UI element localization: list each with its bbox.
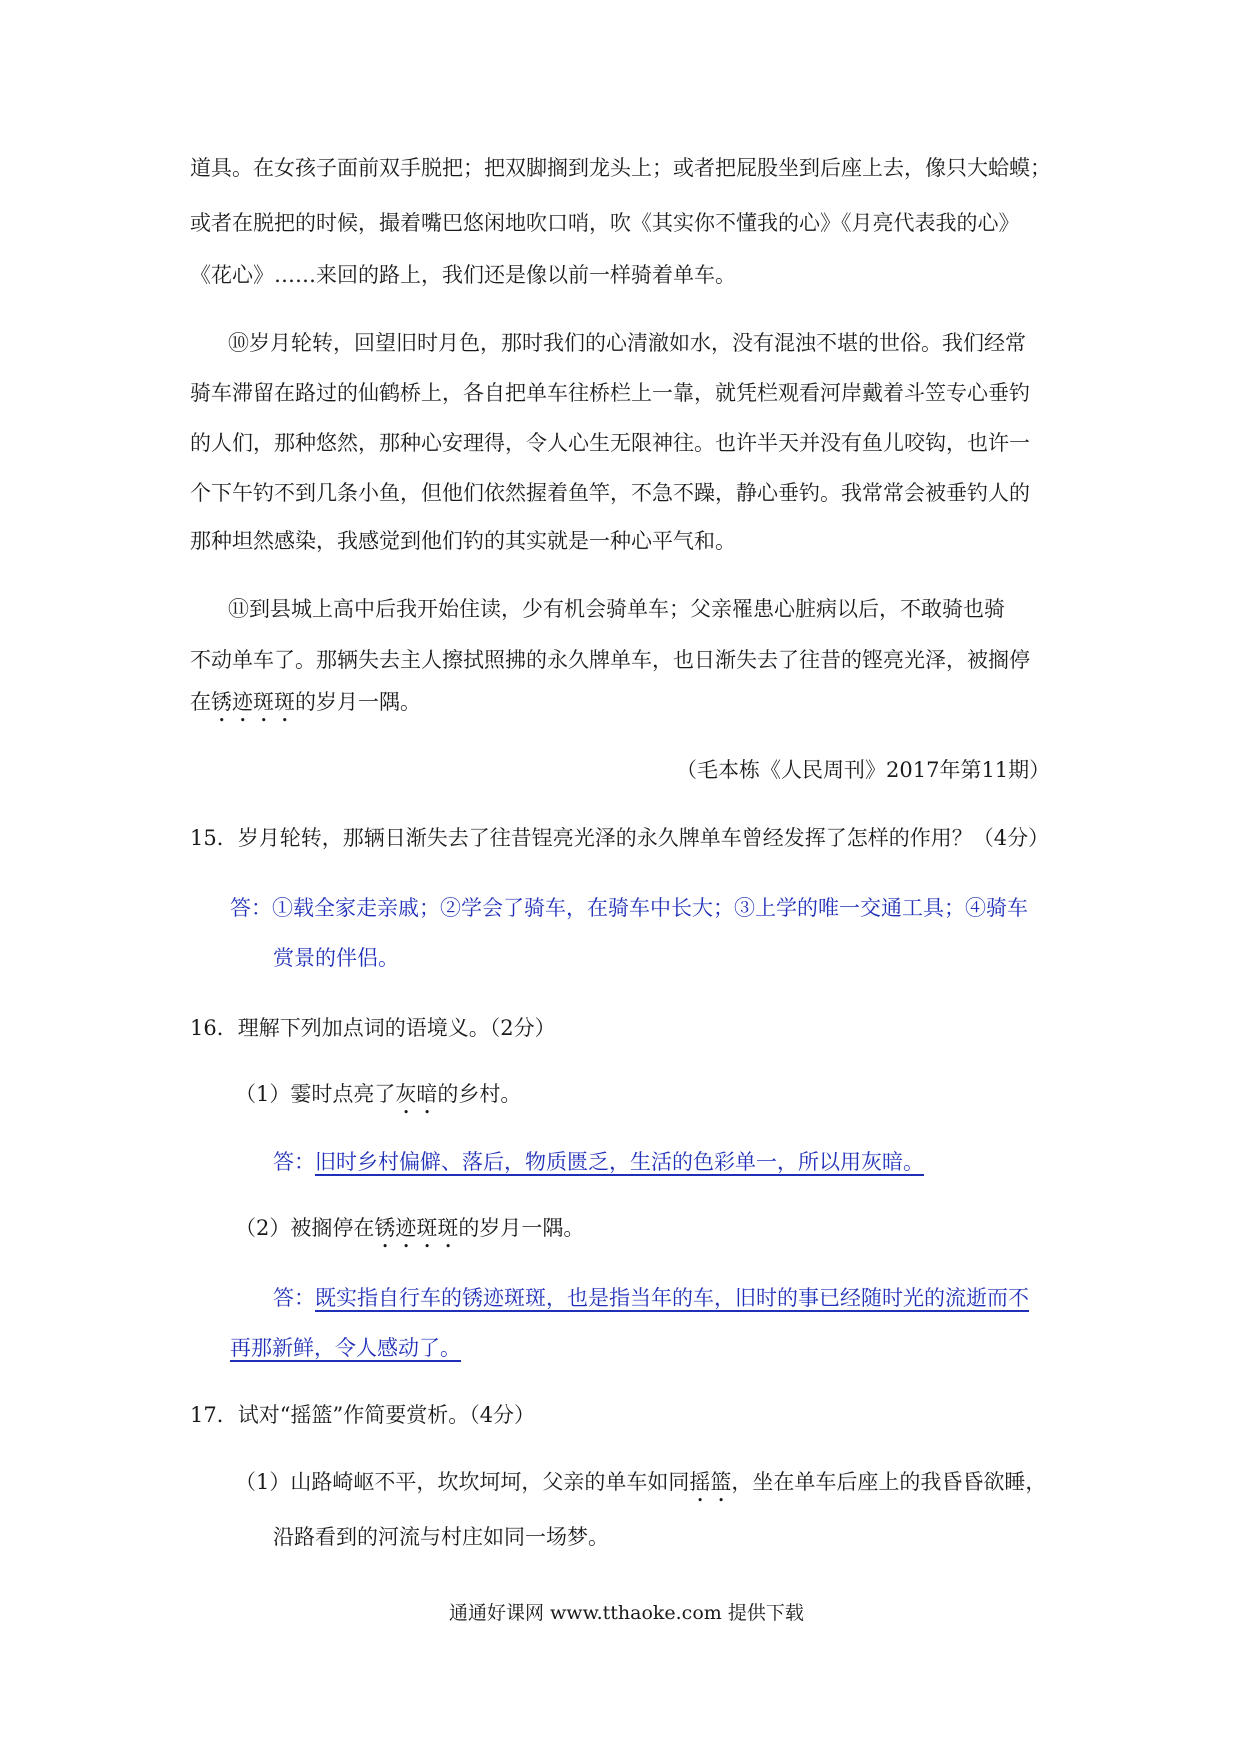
answer-text: 旧时乡村偏僻、落后，物质匮乏，生活的色彩单一，所以用灰暗。	[315, 1150, 924, 1174]
paragraph-line: 那种坦然感染，我感觉到他们钓的其实就是一种心平气和。	[190, 529, 736, 553]
question-16: 16．理解下列加点词的语境义。（2分）	[190, 1016, 556, 1040]
text-segment: 的乡村。	[437, 1082, 522, 1106]
paragraph-line: ⑪到县城上高中后我开始住读，少有机会骑单车；父亲罹患心脏病以后，不敢骑也骑	[228, 597, 1005, 621]
answer-label: 答：	[273, 1150, 315, 1174]
paragraph-line: ⑩岁月轮转，回望旧时月色，那时我们的心清澈如水，没有混浊不堪的世俗。我们经常	[228, 331, 1026, 355]
answer-15-line: 赏景的伴侣。	[273, 946, 399, 970]
paragraph-line: 《花心》……来回的路上，我们还是像以前一样骑着单车。	[190, 263, 736, 287]
question-17: 17．试对“摇篮”作简要赏析。（4分）	[190, 1403, 536, 1427]
emphasized-word: 锈迹斑斑	[211, 690, 295, 714]
question-17-item-1	[235, 1470, 1046, 1507]
paragraph-line: 骑车滞留在路过的仙鹤桥上，各自把单车往桥栏上一靠，就凭栏观看河岸戴着斗笠专心垂钓	[190, 381, 1030, 405]
question-17-item-1-line-2: 沿路看到的河流与村庄如同一场梦。	[273, 1525, 609, 1549]
question-15: 15．岁月轮转，那辆日渐失去了往昔锃亮光泽的永久牌单车曾经发挥了怎样的作用？（4分）	[190, 826, 1050, 850]
answer-label: 答：	[273, 1286, 315, 1310]
question-16-item-1	[235, 1082, 521, 1119]
text-segment: （2）被搁停在	[235, 1216, 375, 1240]
text-segment: 的岁月一隅。	[295, 690, 421, 714]
answer-text: 再那新鲜，令人感动了。	[230, 1336, 461, 1360]
source-citation: （毛本栋《人民周刊》2017年第11期）	[676, 758, 1051, 782]
text-segment: 的岁月一隅。	[458, 1216, 585, 1240]
text-segment: （1）霎时点亮了	[235, 1082, 396, 1106]
paragraph-line: 的人们，那种悠然，那种心安理得，令人心生无限神往。也许半天并没有鱼儿咬钩，也许一	[190, 431, 1030, 455]
paragraph-line: 道具。在女孩子面前双手脱把；把双脚搁到龙头上；或者把屁股坐到后座上去，像只大蛤蟆；	[190, 156, 1051, 180]
text-segment: （1）山路崎岖不平，坎坎坷坷，父亲的单车如同	[235, 1470, 690, 1494]
answer-16-2-line-2	[230, 1338, 461, 1359]
question-16-item-2	[235, 1216, 584, 1253]
emphasized-word: 锈迹斑斑	[374, 1216, 459, 1240]
text-segment: ，坐在单车后座上的我昏昏欲睡，	[731, 1470, 1047, 1494]
paragraph-line: 不动单车了。那辆失去主人擦拭照拂的永久牌单车，也日渐失去了往昔的铿亮光泽，被搁停	[190, 648, 1030, 672]
answer-16-1	[273, 1152, 924, 1173]
answer-16-2	[273, 1288, 1029, 1309]
emphasized-word: 摇篮	[689, 1470, 732, 1494]
paragraph-line	[190, 690, 421, 727]
answer-text: 既实指自行车的锈迹斑斑，也是指当年的车，旧时的事已经随时光的流逝而不	[315, 1286, 1029, 1310]
paragraph-line: 个下午钓不到几条小鱼，但他们依然握着鱼竿，不急不躁，静心垂钓。我常常会被垂钓人的	[190, 481, 1030, 505]
paragraph-line: 或者在脱把的时候，撮着嘴巴悠闲地吹口哨，吹《其实你不懂我的心》《月亮代表我的心》	[190, 211, 1020, 235]
emphasized-word: 灰暗	[395, 1082, 438, 1106]
footer-text: 通通好课网 www.tthaoke.com 提供下载	[449, 1602, 804, 1624]
text-segment: 在	[190, 690, 211, 714]
answer-15-line: 答：①载全家走亲戚；②学会了骑车，在骑车中长大；③上学的唯一交通工具；④骑车	[230, 896, 1028, 920]
